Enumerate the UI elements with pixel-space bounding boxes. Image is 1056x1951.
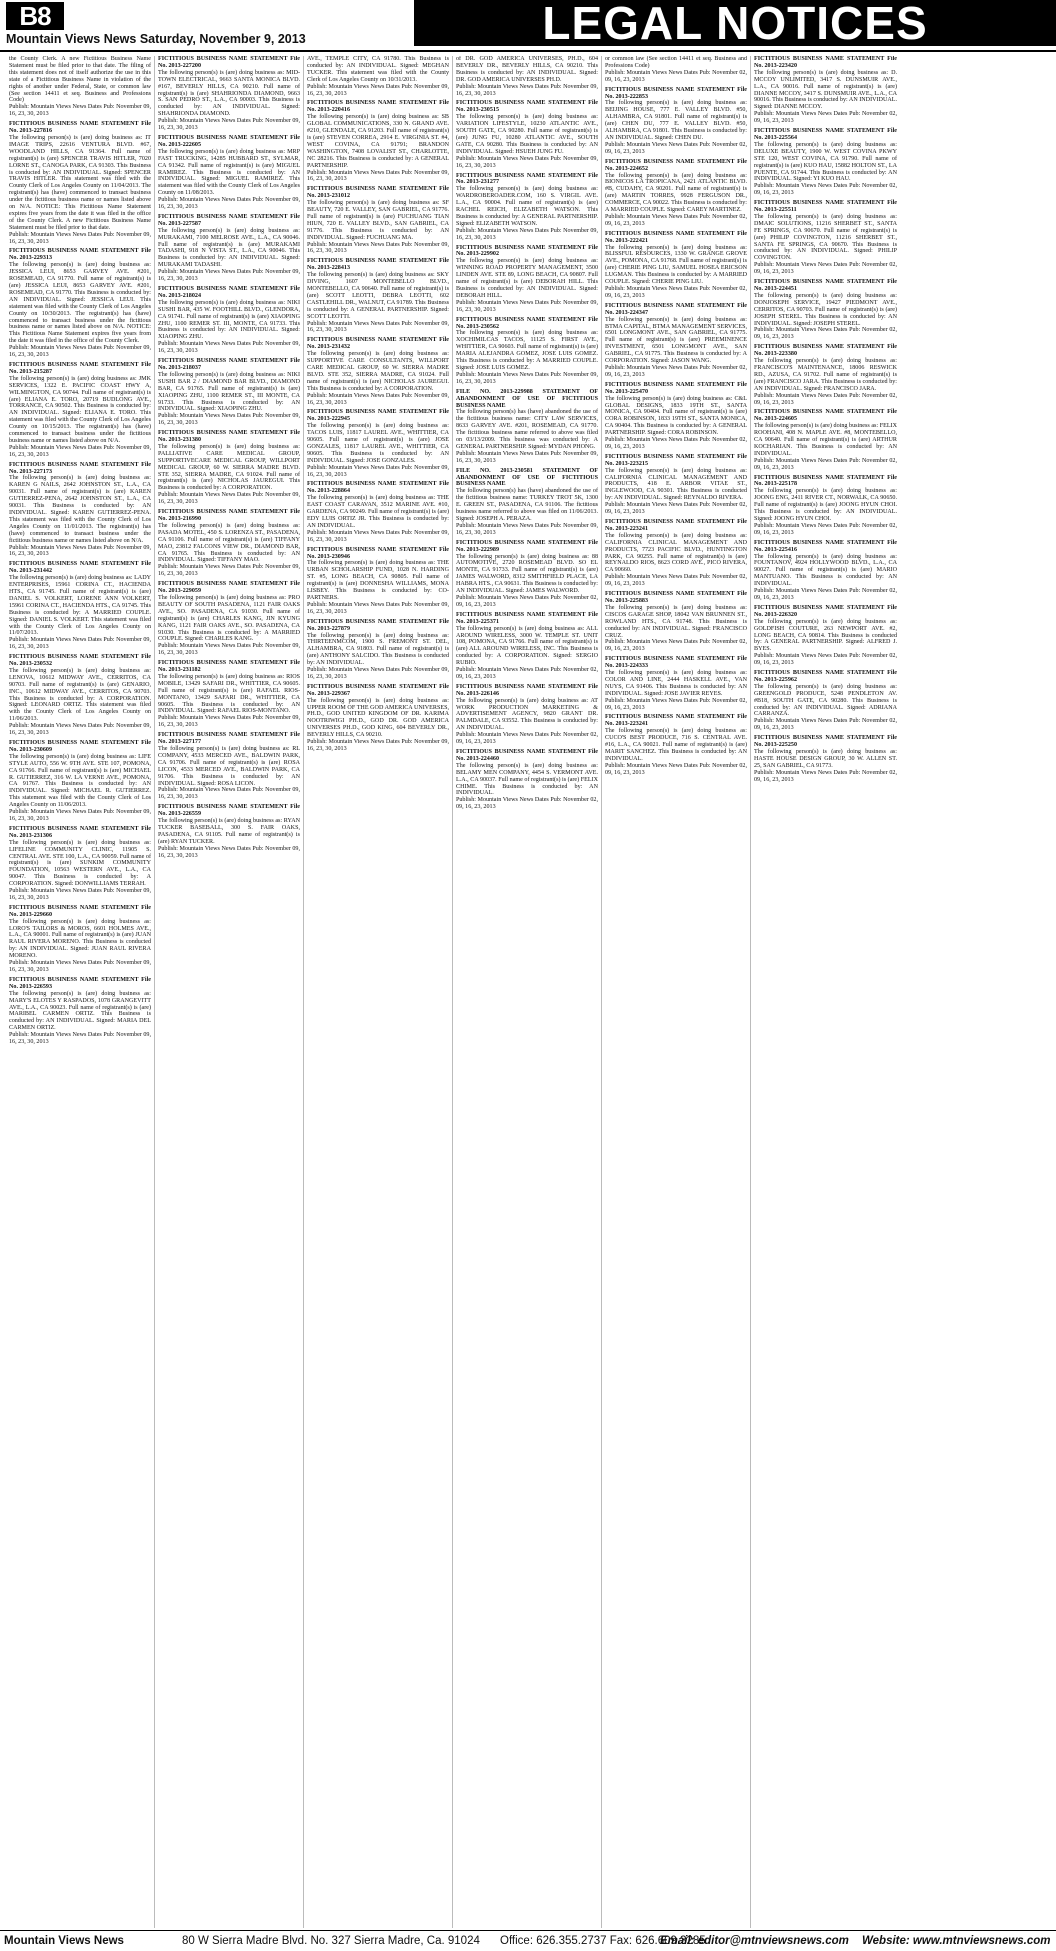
notice-publish-dates: Publish: Mountain Views News Dates Pub: November 02, 09, 16, 23, 2013 <box>754 327 897 341</box>
notice-heading: FICTITIOUS BUSINESS NAME STATEMENT File No. 2013-230532 <box>9 654 151 668</box>
notice-body: The following person(s) is (are) doing business as: MID-TOWN ELECTRICAL, 9663 SANTA MONICA BLVD. #167, BEVERLY HILLS, CA 90210. Full name of registrant(s) is (are) SHAHRIONDA DIAMOND, 9663 S. SAN PEDRO ST., L.A., CA 90003. This Business is conducted by: AN INDIVIDUAL. Signed: SHAHRIONDA DIAMOND. <box>158 69 300 118</box>
notice-heading: FICTITIOUS BUSINESS NAME STATEMENT File No. 2013-224652 <box>605 158 747 172</box>
notice-body: The following person(s) is (are) doing business as: LIFELINE COMMUNITY CLINIC, 11905 S. CENTRAL AVE. STE 100, L.A., CA 90059. Full name of registrant(s) is (are) SUNKIM COMMUNITY FOUNDATION, 10563 WESTERN AVE., L.A., CA 90047. This Business is conducted by: A CORPORATION. Signed: DONWILLIAMS TERRAH. <box>9 839 151 888</box>
notice-body: The following person(s) is (are) doing business as: JESSICA LEUI, 8653 GARVEY AVE. #201, ROSEMEAD, CA 91770. Full name of registrant(s) is (are) JESSICA LEUI, 8653 GARVEY AVE. #201, ROSEMEAD, CA 91770. This Business is conducted by: AN INDIVIDUAL. Signed: JESSICA LEUI. This statement was filed with the County Clerk of Los Angeles County on 10/30/2013. The registrant(s) has (have) commenced to transact business under the fictitious business name or names listed above on N/A. NOTICE: This Fictitious Name Statement expires five years from the date it was filed in the office of the County Clerk. <box>9 262 151 345</box>
notice-body: The following person(s) is (are) doing business as: D. MCCOY UNLIMITED, 3417 S. DUNSMUIR AVE., L.A., CA 90016. Full name of registrant(s) is (are) DIANNE MCCOY, 3417 S. DUNSMUIR AVE., L.A., CA 90016. This Business is conducted by: AN INDIVIDUAL. Signed: DIANNE MCCOY. <box>754 69 897 111</box>
notice-body: The following person(s) is (are) doing business as: MARY'S ELOTES Y RASPADOS, 1078 GRANGEVITT AVE., L.A., CA 90023. Full name of registrant(s) is (are) MARIBEL CARMEN ORTIZ. This Business is conducted by: AN INDIVIDUAL. Signed: MARIA DEL CARMEN ORTIZ. <box>9 990 151 1032</box>
notice-heading: FICTITIOUS BUSINESS NAME STATEMENT File No. 2013-226146 <box>456 683 598 697</box>
legal-notice <box>158 581 300 657</box>
notice-body: The following person(s) is (are) doing business as: AT WORK PRODUCTION MARKETING & ADVERTISEMENT AGENCY, 9820 GRANT DR. PALMDALE, CA 93552. This Business is conducted by: AN INDIVIDUAL. <box>456 697 598 732</box>
notice-publish-dates: Publish: Mountain Views News Dates Pub: November 02, 09, 16, 23, 2013 <box>605 213 747 227</box>
notice-publish-dates: Publish: Mountain Views News Dates Pub: November 02, 09, 16, 23, 2013 <box>605 502 747 516</box>
notice-heading: FICTITIOUS BUSINESS NAME STATEMENT File No. 2013-227200 <box>158 56 300 69</box>
notice-heading: FICTITIOUS BUSINESS NAME STATEMENT File No. 2013-220416 <box>307 100 449 114</box>
legal-notice <box>456 540 598 609</box>
notice-body: The following person(s) has (have) abandoned the use of the fictitious business name: TURKEY TROT 5K, 1300 E. GREEN ST., PASADENA, CA 91106. The fictitious business name referred to above was filed on 11/06/2013. Signed: JOSEPH A. PERAZA. <box>456 488 598 522</box>
notice-heading: FICTITIOUS BUSINESS NAME STATEMENT File No. 2013-226559 <box>158 804 300 818</box>
notice-body: The following person(s) is (are) doing business as: SB GLOBAL COMMUNICATIONS, 330 N. GRAND AVE. #210, GLENDALE, CA 91203. Full name of registrant(s) is (are) STEVEN CORREA, 2914 E. VIRGINIA ST. #4, WEST COVINA, CA 91791; BRANDON WASHINGTON, 7408 LOVALIST ST., CHARLOTTE, NC 28216. This Business is conducted by: A GENERAL PARTNERSHIP. <box>307 114 449 169</box>
notice-column <box>751 56 900 1928</box>
legal-notice <box>456 56 598 97</box>
notice-body: The following person(s) is (are) doing business as: CISCOS GARAGE SHOP, 18042 VAN BRUNNEN ST., ROWLAND HTS., CA 91748. This Business is conducted by: AN INDIVIDUAL. Signed: FRANCISCO CRUZ. <box>605 604 747 639</box>
notice-publish-dates: Publish: Mountain Views News Dates Pub: November 09, 16, 23, 30, 2013 <box>307 83 449 97</box>
notice-column <box>304 56 453 1928</box>
legal-notice <box>307 684 449 753</box>
notice-body: of DR. GOD AMERICA UNIVERSES, PH.D., 604 BEVERLY DR., BEVERLY HILLS, CA 90210. This Business is conducted by: AN INDIVIDUAL. Signed: DR. GOD AMERICA UNIVERSES PH.D. <box>456 56 598 83</box>
notice-heading: FICTITIOUS BUSINESS NAME STATEMENT File No. 2013-223420 <box>754 56 897 69</box>
notice-body: The following person(s) is (are) doing business as: FRANCISCO'S MAINTENANCE, 18006 RESWICK RD., AZUSA, CA 91702. Full name of registrant(s) is (are) FRANCISCO JARA. This Business is conducted by: AN INDIVIDUAL. Signed: FRANCISCO JARA. <box>754 358 897 392</box>
legal-notice <box>605 382 747 451</box>
notice-body: The following person(s) is (are) doing business as: CUCO'S BEST PRODUCE, 716 S. CENTRAL AVE. #16, L.A., CA 90021. Full name of registrant(s) is (are) MARIT SANCHEZ. This Business is conducted by: AN INDIVIDUAL. <box>605 728 747 762</box>
legal-notice <box>605 714 747 776</box>
notice-heading: FICTITIOUS BUSINESS NAME STATEMENT File No. 2013-222853 <box>605 86 747 100</box>
notice-body: The following person(s) is (are) doing business as: HASTE HOUSE DESIGN GROUP, 30 W. ALLEN ST. 25, SAN GABRIEL, CA 91773. <box>754 749 897 769</box>
notice-heading: FICTITIOUS BUSINESS NAME STATEMENT File No. 2013-225250 <box>754 735 897 749</box>
notice-publish-dates: Publish: Mountain Views News Dates Pub: November 09, 16, 23, 30, 2013 <box>307 320 449 334</box>
notice-heading: FICTITIOUS BUSINESS NAME STATEMENT File No. 2013-222945 <box>307 409 449 423</box>
notice-body: The following person(s) is (are) doing business as: WINNING ROAD PROPERTY MANAGEMENT, 3500 LINDEN AVE. STE 89, LONG BEACH, CA 90807. Full name of registrant(s) is (are) DEBORAH HILL. This Business is conducted by: AN INDIVIDUAL. Signed: DEBORAH HILL. <box>456 258 598 299</box>
notice-publish-dates: Publish: Mountain Views News Dates Pub: November 09, 16, 23, 30, 2013 <box>307 169 449 183</box>
notice-publish-dates: Publish: Mountain Views News Dates Pub: November 09, 16, 23, 30, 2013 <box>456 522 598 536</box>
legal-notice <box>307 481 449 543</box>
notice-body: The following person(s) is (are) doing business as: BLISSFUL RESOURCES, 1330 W. GRANGE GROVE AVE., POMONA, CA 91768. Full name of registrant(s) is (are) CHERIE PING LIU, SAMUEL HOSEA ERICSON LUGMAN. This Business is conducted by: A MARRIED COUPLE. Signed: CHERIE PING LIU. <box>605 244 747 286</box>
notice-heading: FICTITIOUS BUSINESS NAME STATEMENT File No. 2013-230609 <box>9 740 151 753</box>
legal-notice <box>456 245 598 314</box>
legal-notice <box>754 200 897 276</box>
notice-heading: FICTITIOUS BUSINESS NAME STATEMENT File No. 2013-229902 <box>456 244 598 258</box>
legal-notice <box>605 454 747 516</box>
notice-column <box>602 56 751 1928</box>
notice-heading: FICTITIOUS BUSINESS NAME STATEMENT File No. 2013-229059 <box>158 581 300 595</box>
legal-notice <box>605 656 747 711</box>
notice-publish-dates: Publish: Mountain Views News Dates Pub: November 02, 09, 16, 23, 2013 <box>605 437 747 450</box>
legal-notice <box>754 605 897 667</box>
footer-email[interactable]: Email: editor@mtnviewsnews.com <box>660 1935 849 1947</box>
notice-body: The following person(s) is (are) doing business as: LORO'S TAILORS & MOROS, 6601 HOLMES AVE., L.A., CA 90001. Full name of registrant(s) is (are) JUAN RAUL RIVERA MORENO. This Business is conducted by: AN INDIVIDUAL. Signed: JUAN RAUL RIVERA MORENO. <box>9 918 151 960</box>
notice-publish-dates: Publish: Mountain Views News Dates Pub: November 09, 16, 23, 30, 2013 <box>9 345 151 359</box>
notice-publish-dates: Publish: Mountain Views News Dates Pub: November 09, 16, 23, 30, 2013 <box>9 723 151 737</box>
legal-notice <box>456 317 598 386</box>
notice-body: The following person(s) is (are) doing business as: NIKI SUSHI BAR, 435 W. FOOTHILL BLVD., GLENDORA, CA 91741. Full name of registrant(s) is (are) XIAOPING ZHU, 1100 REMER ST. III, MONTE, CA 91733. This Business is conducted by: AN INDIVIDUAL. Signed: XIAOPING ZHU. <box>158 299 300 341</box>
notice-body: The following person(s) is (are) doing business as: CALIFORNIA CLINICAL MANAGEMENT AND PRODUCTS, 418 E. ARBOR VITAE ST., INGLEWOOD, CA 90301. This Business is conducted by: AN INDIVIDUAL. Signed: REYNALDO RIVERA. <box>605 467 747 502</box>
notice-publish-dates: Publish: Mountain Views News Dates Pub: November 09, 16, 23, 30, 2013 <box>307 667 449 680</box>
page-number: B8 <box>6 2 64 30</box>
notice-body: The following person(s) is (are) doing business as: LIFE STYLE AUTO, 556 W. 9TH AVE. STE 107, POMONA, CA 91766. Full name of registrant(s) is (are) MICHAEL R. GUTIERREZ, 316 W. LA VERNE AVE., POMONA, CA 91767. This Business is conducted by: AN INDIVIDUAL. Signed: MICHAEL R. GUTIERREZ. This statement was filed with the County Clerk of Los Angeles County on 11/06/2013. <box>9 753 151 809</box>
notice-publish-dates: Publish: Mountain Views News Dates Pub: November 09, 16, 23, 30, 2013 <box>456 371 598 385</box>
notice-heading: FICTITIOUS BUSINESS NAME STATEMENT File No. 2013-231306 <box>9 825 151 839</box>
legal-notice <box>158 56 300 132</box>
legal-notice <box>605 591 747 653</box>
notice-publish-dates: Publish: Mountain Views News Dates Pub: November 09, 16, 23, 30, 2013 <box>307 529 449 543</box>
notice-body: The following person(s) is (are) doing business as: 88 AUTOMOTIVE, 2720 ROSEMEAD BLVD. SO EL MONTE, CA 91733. Full name of registrant(s) is (are) JAMES WALWORD, 8312 SMITHFIELD PLACE, LA HABRA HTS., CA 90631. This Business is conducted by: AN INDIVIDUAL. Signed: JAMES WALWORD. <box>456 553 598 595</box>
notice-publish-dates: Publish: Mountain Views News Dates Pub: November 02, 09, 16, 23, 2013 <box>754 457 897 471</box>
notice-body: The following person(s) is (are) doing business as: RYAN TUCKER BASEBALL, 300 S. FAIR OAKS, PASADENA, CA 91105. Full name of registrant(s) is (are) RYAN TUCKER. <box>158 818 300 845</box>
notice-publish-dates: Publish: Mountain Views News Dates Pub: November 09, 16, 23, 30, 2013 <box>158 341 300 355</box>
notice-heading: FILE NO. 2013-230581 STATEMENT OF ABANDONMENT OF USE OF FICTITIOUS BUSINESS NAME <box>456 467 598 488</box>
notice-body: The following person(s) is (are) doing business as: THIRTEENMCOM, 1900 S. FREMONT ST. DEL, ALHAMBRA, CA 91803. Full name of registrant(s) is (are) ANTHONY SALCIDO. This Business is conducted by: AN INDIVIDUAL. <box>307 632 449 667</box>
notice-heading: FICTITIOUS BUSINESS NAME STATEMENT File No. 2013-225564 <box>754 128 897 141</box>
notice-body: or common law (See section 14411 et seq. Business and Professions Code) <box>605 56 747 69</box>
notice-publish-dates: Publish: Mountain Views News Dates Pub: November 02, 09, 16, 23, 2013 <box>605 697 747 711</box>
notice-body: The following person(s) is (are) doing business as: CALIFORNIA CLINICAL MANAGEMENT AND PRODUCTS, 7723 PACIFIC BLVD., HUNTINGTON PARK, CA 90255. Full name of registrant(s) is (are) REYNALDO RIOS, 8623 CORD AVE., PICO RIVERA, CA 90660. <box>605 532 747 574</box>
notice-columns <box>6 56 1050 1928</box>
legal-notice <box>754 735 897 783</box>
legal-notice <box>307 547 449 616</box>
notice-heading: FICTITIOUS BUSINESS NAME STATEMENT File No. 2013-225470 <box>605 381 747 395</box>
masthead <box>0 0 1056 52</box>
notice-publish-dates: Publish: Mountain Views News Dates Pub: November 09, 16, 23, 30, 2013 <box>9 960 151 973</box>
legal-notice <box>456 389 598 465</box>
notice-body: AVE., TEMPLE CITY, CA 91780. This Business is conducted by: AN INDIVIDUAL. Signed: MEGHAN TUCKER. This statement was filed with the County Clerk of Los Angeles County on 10/31/2013. <box>307 56 449 83</box>
notice-heading: FICTITIOUS BUSINESS NAME STATEMENT File No. 2013-225371 <box>456 611 598 625</box>
notice-body: The following person(s) is (are) doing business as: DELUXE BEAUTY, 1900 W. WEST COVINA PKWY STE 120, WEST COVINA, CA 91790. Full name of registrant(s) is (are) KUO HAU, 15882 HOLTON ST., LA PUENTE, CA 91744. This Business is conducted by: AN INDIVIDUAL. Signed: YI KUO HAU. <box>754 141 897 183</box>
notice-publish-dates: Publish: Mountain Views News Dates Pub: November 02, 09, 16, 23, 2013 <box>754 262 897 276</box>
notice-body: The following person(s) is (are) doing business as: TACOS LUIS, 11817 LAUREL AVE., WHITTIER, CA 90605. Full name of registrant(s) is (are) JOSE GONZALES, 11817 LAUREL AVE., WHITTIER, CA 90605. This Business is conducted by: AN INDIVIDUAL. Signed: JOSE GONZALES. <box>307 423 449 464</box>
notice-publish-dates: Publish: Mountain Views News Dates Pub: November 02, 09, 16, 23, 2013 <box>456 594 598 608</box>
notice-body: The following person(s) is (are) doing business as: BIONICOS LA TROPICANA, 2421 ATLANTIC BLVD. #B, CUDAHY, CA 90201. Full name of registrant(s) is (are) MARTIN TORRES, 9928 FERGUSON DR., COMMERCE, CA 90022. This Business is conducted by: A MARRIED COUPLE. Signed: CAREY MARTINEZ. <box>605 172 747 214</box>
legal-notice <box>456 468 598 537</box>
notice-publish-dates: Publish: Mountain Views News Dates Pub: November 02, 09, 16, 23, 2013 <box>456 732 598 746</box>
legal-notice <box>605 303 747 379</box>
legal-notice <box>754 409 897 471</box>
notice-publish-dates: Publish: Mountain Views News Dates Pub: November 09, 16, 23, 30, 2013 <box>158 564 300 578</box>
notice-publish-dates: Publish: Mountain Views News Dates Pub: November 02, 09, 16, 23, 2013 <box>605 639 747 653</box>
notice-heading: FICTITIOUS BUSINESS NAME STATEMENT File No. 2013-227816 <box>9 121 151 135</box>
notice-body: The following person(s) is (are) doing business as: MRP FAST TRUCKING, 14285 HUBBARD ST., SYLMAR, CA 91342. Full name of registrant(s) is (are) MIGUEL RAMIREZ. This Business is conducted by: AN INDIVIDUAL. Signed: MIGUEL RAMIREZ. This statement was filed with the County Clerk of Los Angeles County on 11/08/2013. <box>158 148 300 197</box>
notice-heading: FICTITIOUS BUSINESS NAME STATEMENT File No. 2013-227177 <box>158 732 300 746</box>
notice-heading: FICTITIOUS BUSINESS NAME STATEMENT File No. 2013-225883 <box>605 591 747 604</box>
notice-body: The following person(s) is (are) doing business as: UPPER ROOM OF THE GOD AMERICA UNIVERSES, PH.D., GOD UNITED KINGDOM OF DR. KARIMA NOOTRIWIGI PH.D., GOD DR. GOD AMERICA UNIVERSES PH.D., GOD KING, 604 BEVERLY DR., BEVERLY HILLS, CA 90210. <box>307 697 449 739</box>
legal-notice <box>158 430 300 506</box>
notice-heading: FICTITIOUS BUSINESS NAME STATEMENT File No. 2013-225962 <box>754 670 897 683</box>
legal-notice <box>9 977 151 1046</box>
notice-publish-dates: Publish: Mountain Views News Dates Pub: November 09, 16, 23, 30, 2013 <box>9 544 151 558</box>
legal-notice <box>605 159 747 228</box>
notice-body: The following person(s) is (are) doing business as: SUPPORTIVE CARE CONSULTANTS, WILLPORT CARE MEDICAL GROUP, 60 W. SIERRA MADRE BLVD. STE 352, SIERRA MADRE, CA 91024. Full name of registrant(s) is (are) NICHOLAS JAUREGUI. This Business is conducted by: A CORPORATION. <box>307 351 449 392</box>
legal-notice <box>307 56 449 97</box>
legal-notice <box>158 214 300 283</box>
legal-notice <box>158 358 300 427</box>
notice-publish-dates: Publish: Mountain Views News Dates Pub: November 09, 16, 23, 30, 2013 <box>9 637 151 651</box>
notice-body: The following person(s) is (are) doing business as: BTMA CAPITAL, BTMA MANAGEMENT SERVICES, 6501 LONGMONT AVE., SAN GABRIEL, CA 91775. Full name of registrant(s) is (are) PREEMINENCE INVESTMENT, 6501 LONGMONT AVE., SAN GABRIEL, CA 91775. This Business is conducted by: A CORPORATION. Signed: JASON WANG. <box>605 316 747 365</box>
notice-body: The following person(s) is (are) doing business as: RL COMPANY, 4533 MERCED AVE., BALDWIN PARK, CA 91706. Full name of registrant(s) is (are) ROSA LICON, 4533 MERCED AVE., BALDWIN PARK, CA 91706. This Business is conducted by: AN INDIVIDUAL. Signed: ROSA LICON. <box>158 746 300 787</box>
legal-notice <box>9 654 151 737</box>
legal-notice <box>754 540 897 602</box>
notice-publish-dates: Publish: Mountain Views News Dates Pub: November 02, 09, 16, 23, 2013 <box>754 588 897 601</box>
notice-heading: FICTITIOUS BUSINESS NAME STATEMENT File No. 2013-226320 <box>754 604 897 618</box>
notice-publish-dates: Publish: Mountain Views News Dates Pub: November 09, 16, 23, 30, 2013 <box>158 118 300 132</box>
notice-body: The following person(s) is (are) doing business as: BEIJING HOUSE, 777 E. VALLEY BLVD. #50, ALHAMBRA, CA 91801. Full name of registrant(s) is (are) CHEN DU, 777 E. VALLEY BLVD. #50, ALHAMBRA, CA 91801. This Business is conducted by: AN INDIVIDUAL. Signed: CHEN DU. <box>605 100 747 141</box>
notice-publish-dates: Publish: Mountain Views News Dates Pub: November 09, 16, 23, 30, 2013 <box>307 241 449 255</box>
legal-notice <box>754 344 897 406</box>
notice-body: The following person(s) is (are) doing business as: XOCHIMILCAS TACOS, 11125 S. FIRST AVE., WHITTIER, CA 90603. Full name of registrant(s) is (are) MARIA ALEJANDRA GOMEZ, JOSE LUIS GOMEZ. This Business is conducted by: A MARRIED COUPLE. Signed: JOSE LUIS GOMEZ. <box>456 330 598 371</box>
legal-notice <box>9 248 151 359</box>
notice-body: The following person(s) is (are) doing business as: DONJOSEPH SERVICE, 19427 PIEDMONT AVE., CERRITOS, CA 90703. Full name of registrant(s) is (are) JOSEPH STEREL. This Business is conducted by: AN INDIVIDUAL. Signed: JOSEPH STEREL. <box>754 292 897 327</box>
notice-publish-dates: Publish: Mountain Views News Dates Pub: November 09, 16, 23, 30, 2013 <box>456 299 598 313</box>
notice-heading: FICTITIOUS BUSINESS NAME STATEMENT File No. 2013-224605 <box>754 409 897 423</box>
footer-phone: Office: 626.355.2737 Fax: 626.609.3285 <box>500 1935 706 1947</box>
legal-notice <box>9 121 151 245</box>
legal-notice <box>158 732 300 801</box>
footer-website[interactable]: Website: www.mtnviewsnews.com <box>862 1935 1051 1947</box>
notice-heading: FICTITIOUS BUSINESS NAME STATEMENT File No. 2013-222605 <box>158 134 300 148</box>
notice-publish-dates: Publish: Mountain Views News Dates Pub: November 09, 16, 23, 30, 2013 <box>158 413 300 427</box>
notice-heading: FICTITIOUS BUSINESS NAME STATEMENT File No. 2013-231442 <box>9 561 151 575</box>
notice-publish-dates: Publish: Mountain Views News Dates Pub: November 09, 16, 23, 30, 2013 <box>158 492 300 506</box>
legal-notice <box>605 87 747 156</box>
notice-heading: FICTITIOUS BUSINESS NAME STATEMENT File No. 2013-222421 <box>605 230 747 244</box>
notice-column <box>6 56 155 1928</box>
notice-heading: FICTITIOUS BUSINESS NAME STATEMENT File No. 2013-218037 <box>158 358 300 371</box>
notice-heading: FICTITIOUS BUSINESS NAME STATEMENT File No. 2013-231182 <box>158 660 300 674</box>
notice-heading: FICTITIOUS BUSINESS NAME STATEMENT File No. 2013-230562 <box>456 316 598 330</box>
notice-body: The following person(s) is (are) doing business as: BELAMY MEN COMPANY, 4454 S. VERMONT AVE. L.A., CA 90037. Full name of registrant(s) is (are) FELIX CHIME. This Business is conducted by: AN INDIVIDUAL. <box>456 762 598 797</box>
notice-body: The following person(s) is (are) doing business as: C&L GLOBAL DESIGNS, 1833 19TH ST., SANTA MONICA, CA 90404. Full name of registrant(s) is (are) CORA ROBINSON, 1833 19TH ST., SANTA MONICA, CA 90404. This Business is conducted by: A GENERAL PARTNERSHIP. Signed: CORA ROBINSON. <box>605 395 747 437</box>
notice-body: The following person(s) is (are) doing business as: WARDROBEROADER.COM, 160 S. VIRGIL AVE. L.A., CA 90004. Full name of registrant(s) is (are) RACHEL REICH, ELIZABETH WATSON. This Business is conducted by: A GENERAL PARTNERSHIP. Signed: ELIZABETH WATSON. <box>456 186 598 227</box>
notice-column <box>453 56 602 1928</box>
notice-body: The following person(s) is (are) doing business as: MURAKAMI, 7100 MELROSE AVE., L.A., CA 90046. Full name of registrant(s) is (are) MURAKAMI TADASHI, 918 N VISTA ST., L.A., CA 90046. This Business is conducted by: AN INDIVIDUAL. Signed: MURAKAMI TADASHI. <box>158 227 300 269</box>
notice-publish-dates: Publish: Mountain Views News Dates Pub: November 09, 16, 23, 30, 2013 <box>158 715 300 729</box>
notice-heading: FICTITIOUS BUSINESS NAME STATEMENT File No. 2013-231277 <box>456 172 598 186</box>
notice-publish-dates: Publish: Mountain Views News Dates Pub: November 02, 09, 16, 23, 2013 <box>754 769 897 783</box>
notice-heading: FICTITIOUS BUSINESS NAME STATEMENT File No. 2013-218024 <box>158 286 300 299</box>
legal-notice <box>754 279 897 341</box>
legal-notice <box>754 128 897 197</box>
notice-heading: FICTITIOUS BUSINESS NAME STATEMENT File No. 2013-222989 <box>456 539 598 553</box>
notice-body: The following person(s) has (have) abandoned the use of the fictitious business name: CITY LAW SERVICES, 8633 GARVEY AVE. #201, ROSEMEAD, CA 91770. The fictitious business name referred to above was filed on 03/13/2009. This business was conducted by: A GENERAL PARTNERSHIP. Signed: MYDAN PHONG. <box>456 409 598 450</box>
notice-heading: FICTITIOUS BUSINESS NAME STATEMENT File No. 2013-231432 <box>307 337 449 351</box>
notice-publish-dates: Publish: Mountain Views News Dates Pub: November 09, 16, 23, 30, 2013 <box>9 231 151 245</box>
notice-body: The following person(s) is (are) doing business as: DMAIC SOLUTIONS, 11216 SHERBET ST., SANTA FE SPRINGS, CA 90670. Full name of registrant(s) is (are) PHILIP COVINGTON, 11216 SHERBET ST., SANTA FE SPRINGS, CA 90670. This Business is conducted by: AN INDIVIDUAL. Signed: PHILIP COVINGTON. <box>754 213 897 262</box>
notice-publish-dates: Publish: Mountain Views News Dates Pub: November 09, 16, 23, 30, 2013 <box>307 739 449 752</box>
notice-publish-dates: Publish: Mountain Views News Dates Pub: November 02, 09, 16, 23, 2013 <box>605 364 747 378</box>
notice-body: The following person(s) is (are) doing business as: SF BEAUTY, 720 E. VALLEY, SAN GABRIEL, CA 91776. Full name of registrant(s) is (are) FUCHUANG TIAN HIUN, 720 E. VALLEY BLVD., SAN GABRIEL, CA 91776. This Business is conducted by: AN INDIVIDUAL. Signed: FUCHUANG MA. <box>307 200 449 241</box>
notice-publish-dates: Publish: Mountain Views News Dates Pub: November 09, 16, 23, 30, 2013 <box>456 83 598 97</box>
notice-publish-dates: Publish: Mountain Views News Dates Pub: November 02, 09, 16, 23, 2013 <box>456 667 598 680</box>
legal-notice <box>9 905 151 974</box>
notice-publish-dates: Publish: Mountain Views News Dates Pub: November 09, 16, 23, 30, 2013 <box>158 845 300 859</box>
notice-body: The following person(s) is (are) doing business as: JOONG ENG, 2411 RIVER CT., NORWALK, CA 90650. Full name of registrant(s) is (are) JOONG HYUN CHOI. This Business is conducted by: AN INDIVIDUAL. Signed: JOONG HYUN CHOI. <box>754 488 897 522</box>
notice-publish-dates: Publish: Mountain Views News Dates Pub: November 02, 09, 16, 23, 2013 <box>754 522 897 536</box>
notice-publish-dates: Publish: Mountain Views News Dates Pub: November 09, 16, 23, 30, 2013 <box>307 464 449 478</box>
legal-notice <box>456 173 598 242</box>
notice-heading: FICTITIOUS BUSINESS NAME STATEMENT File No. 2013-228413 <box>307 258 449 272</box>
notice-body: The following person(s) is (are) doing business as: THE URBAN SCHOLARSHIP FUND, 1028 N. HARDING ST. #5, LONG BEACH, CA 90805. Full name of registrant(s) is (are) DONNESHA WILLIAMS, MONA LISBEY. This Business is conducted by: CO-PARTNERS. <box>307 560 449 601</box>
notice-body: The following person(s) is (are) doing business as: PALLIATIVE CARE MEDICAL GROUP, SUPPORTIVECARE MEDICAL GROUP, WILLPORT MEDICAL GROUP, 60 W. SIERRA MADRE BLVD. STE 352, SIERRA MADRE, CA 91024. Full name of registrant(s) is (are) NICHOLAS JAUREGUI. This Business is conducted by: A CORPORATION. <box>158 443 300 492</box>
legal-notice <box>9 561 151 651</box>
legal-notice <box>158 286 300 355</box>
notice-body: The following person(s) is (are) doing business as: IT IMAGE TRIPS, 22616 VENTURA BLVD. #67, WOODLAND HILLS, CA 91364. Full name of registrant(s) is (are) SPENCER TRAVIS HITLER, 7020 LORNE ST., CANOGA PARK, CA 91303. This Business is conducted by: AN INDIVIDUAL. Signed: SPENCER TRAVIS HITLER. This statement was filed with the County Clerk of Los Angeles County on 11/04/2013. The registrant(s) has (have) commenced to transact business under the fictitious business name or names listed above on N/A. NOTICE: This Fictitious Name Statement expires five years from the date it was filed in the office of the County Clerk. A new Fictitious Business Name Statement must be filed prior to that date. <box>9 134 151 231</box>
page-footer <box>0 1930 1056 1951</box>
notice-heading: FICTITIOUS BUSINESS NAME STATEMENT File No. 2013-228864 <box>307 481 449 495</box>
notice-heading: FICTITIOUS BUSINESS NAME STATEMENT File No. 2013-215287 <box>9 361 151 375</box>
legal-notice <box>307 337 449 406</box>
legal-notice <box>754 56 897 125</box>
legal-notice <box>605 231 747 300</box>
notice-body: The following person(s) is (are) doing business as: FOUNTANOV, 4924 HOLLYWOOD BLVD., L.A., CA 90027. Full name of registrant(s) is (are) MARIO MANTUANO. This Business is conducted by: AN INDIVIDUAL. <box>754 553 897 588</box>
legal-notice <box>754 475 897 537</box>
notice-body: The following person(s) is (are) doing business as: VARIATION LIFESTYLE, 10230 ATLANTIC AVE., SOUTH GATE, CA 90280. Full name of registrant(s) is (are) JUNG FU, 10280 ATLANTIC AVE., SOUTH GATE, CA 90280. This Business is conducted by: AN INDIVIDUAL. Signed: HSUEH JUNG FU. <box>456 114 598 155</box>
notice-column <box>155 56 304 1928</box>
notice-body: The following person(s) is (are) doing business as: RIOS MOBILE, 13429 SAFARI DR., WHITTIER, CA 90605. Full name of registrant(s) is (are) RAFAEL RIOS-MONTANO, 13429 SAFARI DR., WHITTIER, CA 90605. This Business is conducted by: AN INDIVIDUAL. Signed: RAFAEL RIOS-MONTANO. <box>158 673 300 715</box>
notice-publish-dates: Publish: Mountain Views News Dates Pub: November 09, 16, 23, 30, 2013 <box>158 643 300 657</box>
notice-heading: FICTITIOUS BUSINESS NAME STATEMENT File No. 2013-225178 <box>754 474 897 488</box>
notice-heading: FICTITIOUS BUSINESS NAME STATEMENT File No. 2013-225416 <box>754 539 897 553</box>
legal-notice <box>456 684 598 746</box>
notice-body: The following person(s) is (are) doing business as: NIKI SUSHI BAR 2 / DIAMOND BAR BLVD., DIAMOND BAR, CA 91765. Full name of registrant(s) is (are) XIAOPING ZHU, 1100 REMER ST., III MONTE, CA 91733. This Business is conducted by: AN INDIVIDUAL. Signed: XIAOPING ZHU. <box>158 371 300 413</box>
notice-publish-dates: Publish: Mountain Views News Dates Pub: November 09, 16, 23, 30, 2013 <box>158 197 300 211</box>
notice-body: The following person(s) is (are) doing business as: LENOVA, 10612 MIDWAY AVE., CERRITOS, CA 90703. Full name of registrant(s) is (are) GENARIO, INC., 10612 MIDWAY AVE., CERRITOS, CA 90703. This Business is conducted by: A CORPORATION. Signed: LEONARD ORTIZ. This statement was filed with the County Clerk of Los Angeles County on 11/06/2013. <box>9 667 151 723</box>
legal-notice <box>307 409 449 478</box>
notice-heading: FICTITIOUS BUSINESS NAME STATEMENT File No. 2013-216990 <box>158 509 300 522</box>
notice-body: The following person(s) is (are) doing business as: KAREN G NAILS, 2642 JOHNSTON ST., L.A., CA 90031. Full name of registrant(s) is (are) KAREN GUTIERREZ-PENA, 2642 JOHNSTON ST., L.A., CA 90031. This Business is conducted by: AN INDIVIDUAL. Signed: KAREN GUTIERREZ-PENA. This statement was filed with the County Clerk of Los Angeles County on 11/01/2013. The registrant(s) has (have) commenced to transact business under the fictitious business name or names listed above on N/A. <box>9 475 151 544</box>
legal-notice <box>754 670 897 732</box>
notice-body: The following person(s) is (are) doing business as: GREENGOLD PRODUCE, 5248 PENDLETON AV. #B18, SOUTH GATE, CA 90280. This Business is conducted by: AN INDIVIDUAL. Signed: ADRIANA CARRANZA. <box>754 683 897 718</box>
notice-heading: FICTITIOUS BUSINESS NAME STATEMENT File No. 2013-224333 <box>605 656 747 670</box>
notice-heading: FICTITIOUS BUSINESS NAME STATEMENT File No. 2013-229367 <box>307 683 449 697</box>
notice-publish-dates: Publish: Mountain Views News Dates Pub: November 09, 16, 23, 30, 2013 <box>9 888 151 901</box>
footer-publication: Mountain Views News <box>4 1935 124 1947</box>
notice-body: The following person(s) is (are) doing business as: PRO BEAUTY OF SOUTH PASADENA, 1121 FAIR OAKS AVE., SO. PASADENA, CA 91030. Full name of registrant(s) is (are) CHARLES KANG, JIN KYUNG KANG, 1121 FAIR OAKS AVE., SO. PASADENA, CA 91030. This Business is conducted by: A MARRIED COUPLE. Signed: CHARLES KANG. <box>158 594 300 643</box>
legal-notice <box>605 519 747 588</box>
notice-body: The following person(s) is (are) doing business as: THE EAST COAST CARAVAN, 3512 MARINE AVE. #10, GARDENA, CA 90249. Full name of registrant(s) is (are) EDY LUIS ORTIZ JR. This Business is conducted by: AN INDIVIDUAL. <box>307 495 449 529</box>
notice-publish-dates: Publish: Mountain Views News Dates Pub: November 02, 09, 16, 23, 2013 <box>754 392 897 406</box>
publication-line: Mountain Views News Saturday, November 9, 2013 <box>6 32 306 46</box>
notice-heading: FICTITIOUS BUSINESS NAME STATEMENT File No. 2013-229660 <box>9 904 151 918</box>
notice-publish-dates: Publish: Mountain Views News Dates Pub: November 02, 09, 16, 23, 2013 <box>605 762 747 776</box>
notice-body: The following person(s) is (are) doing business as: SKY DIVING, 1607 MONTEBELLO BLVD., MONTEBELLO, CA 90640. Full name of registrant(s) is (are) SCOTT LEOTTI, DEBRA LEOTTI, 602 CASTLEHILL DR., WALNUT, CA 91789. This Business is conducted by: A GENERAL PARTNERSHIP. Signed: SCOTT LEOTTI. <box>307 272 449 320</box>
notice-publish-dates: Publish: Mountain Views News Dates Pub: November 09, 16, 23, 30, 2013 <box>456 450 598 464</box>
legal-notice <box>307 258 449 334</box>
notice-heading: FICTITIOUS BUSINESS NAME STATEMENT File No. 2013-223241 <box>605 714 747 728</box>
notice-publish-dates: Publish: Mountain Views News Dates Pub: November 09, 16, 23, 30, 2013 <box>9 104 151 118</box>
notice-publish-dates: Publish: Mountain Views News Dates Pub: November 02, 09, 16, 23, 2013 <box>754 718 897 732</box>
notice-body: The following person(s) is (are) doing business as: GOLDFISH COUTURE, 263 NEWPORT AVE. #2, LONG BEACH, CA 90814. This Business is conducted by: A GENERAL PARTNERSHIP. Signed: ALFRED J. BYES. <box>754 618 897 653</box>
notice-body: The following person(s) is (are) doing business as: ALL AROUND WIRELESS, 3000 W. TEMPLE ST. UNIT 108, POMONA, CA 91766. Full name of registrant(s) is (are) ALL AROUND WIRELESS, INC. This Business is conducted by: A CORPORATION. Signed: SERGIO RUBIO. <box>456 625 598 667</box>
legal-notice <box>9 462 151 559</box>
notice-publish-dates: Publish: Mountain Views News Dates Pub: November 09, 16, 23, 30, 2013 <box>158 269 300 283</box>
notice-publish-dates: Publish: Mountain Views News Dates Pub: November 02, 09, 16, 23, 2013 <box>754 653 897 667</box>
section-title: LEGAL NOTICES <box>414 0 1056 46</box>
legal-notice <box>9 56 151 118</box>
notice-heading: FILE NO. 2013-229988 STATEMENT OF ABANDONMENT OF USE OF FICTITIOUS BUSINESS NAME <box>456 388 598 409</box>
notice-publish-dates: Publish: Mountain Views News Dates Pub: November 02, 09, 16, 23, 2013 <box>456 797 598 811</box>
notice-heading: FICTITIOUS BUSINESS NAME STATEMENT File No. 2013-226593 <box>9 976 151 990</box>
notice-heading: FICTITIOUS BUSINESS NAME STATEMENT File No. 2013-230515 <box>456 100 598 114</box>
notice-publish-dates: Publish: Mountain Views News Dates Pub: November 02, 09, 16, 23, 2013 <box>754 183 897 197</box>
legal-notice <box>456 749 598 811</box>
notice-publish-dates: Publish: Mountain Views News Dates Pub: November 02, 09, 16, 23, 2013 <box>605 69 747 83</box>
notice-heading: FICTITIOUS BUSINESS NAME STATEMENT File No. 2013-223380 <box>754 344 897 358</box>
notice-body: The following person(s) is (are) doing business as: LADY ENTERPRISES, 15961 CORINA CT., HACIENDA HTS., CA 91745. Full name of registrant(s) is (are) DANIEL S. VOLKERT, LORENE ANN VOLKERT, 15961 CORINA CT., HACIENDA HTS., CA 91745. This Business is conducted by: A MARRIED COUPLE. Signed: DANIEL S. VOLKERT. This statement was filed with the County Clerk of Los Angeles County on 11/07/2013. <box>9 575 151 637</box>
legal-notice <box>9 362 151 459</box>
notice-publish-dates: Publish: Mountain Views News Dates Pub: November 09, 16, 23, 30, 2013 <box>456 155 598 169</box>
notice-heading: FICTITIOUS BUSINESS NAME STATEMENT File No. 2013-224347 <box>605 302 747 316</box>
notice-heading: FICTITIOUS BUSINESS NAME STATEMENT File No. 2013-231380 <box>158 430 300 444</box>
notice-heading: FICTITIOUS BUSINESS NAME STATEMENT File No. 2013-227173 <box>9 461 151 475</box>
notice-heading: FICTITIOUS BUSINESS NAME STATEMENT File No. 2013-229313 <box>9 248 151 262</box>
legal-notice <box>158 804 300 859</box>
legal-notice <box>158 135 300 211</box>
footer-address: 80 W Sierra Madre Blvd. No. 327 Sierra Madre, Ca. 91024 <box>182 1935 480 1947</box>
notice-heading: FICTITIOUS BUSINESS NAME STATEMENT File No. 2013-231012 <box>307 186 449 200</box>
legal-notice <box>456 100 598 169</box>
notice-publish-dates: Publish: Mountain Views News Dates Pub: November 09, 16, 23, 30, 2013 <box>9 444 151 458</box>
legal-notice <box>456 612 598 681</box>
legal-notice <box>605 56 747 84</box>
notice-publish-dates: Publish: Mountain Views News Dates Pub: November 09, 16, 23, 30, 2013 <box>9 809 151 822</box>
legal-notice <box>307 186 449 255</box>
notice-body: The following person(s) is (are) doing business as: COLOR AND LINE, 2444 HASKELL AVE., VAN NUYS, CA 91406. This Business is conducted by: AN INDIVIDUAL. Signed: JOSE JAVIER REYES. <box>605 670 747 697</box>
legal-notice <box>9 740 151 823</box>
notice-publish-dates: Publish: Mountain Views News Dates Pub: November 02, 09, 16, 23, 2013 <box>605 574 747 588</box>
notice-publish-dates: Publish: Mountain Views News Dates Pub: November 09, 16, 23, 30, 2013 <box>307 601 449 615</box>
notice-heading: FICTITIOUS BUSINESS NAME STATEMENT File No. 2013-227587 <box>158 213 300 227</box>
legal-notice <box>158 509 300 578</box>
notice-heading: FICTITIOUS BUSINESS NAME STATEMENT File No. 2013-223241 <box>605 519 747 532</box>
notice-body: the County Clerk. A new Fictitious Business Name Statement must be filed prior to that date. The filing of this statement does not of itself authorize the use in this state of a Fictitious Business Name in violation of the rights of another under Federal, State, or common law (See section 14411 et seq. Business and Professions Code) <box>9 56 151 104</box>
legal-notice <box>307 100 449 183</box>
notice-publish-dates: Publish: Mountain Views News Dates Pub: November 09, 16, 23, 30, 2013 <box>307 392 449 406</box>
notice-heading: FICTITIOUS BUSINESS NAME STATEMENT File No. 2013-224451 <box>754 279 897 292</box>
notice-body: The following person(s) is (are) doing business as: PASADA MOTEL, 450 S. LORENZA ST., PASADENA, CA 91106. Full name of registrant(s) is (are) TIFFANY MAO, 23812 FALCONS VIEW DR., DIAMOND BAR, CA 91765. This Business is conducted by: AN INDIVIDUAL. Signed: TIFFANY MAO. <box>158 522 300 564</box>
notice-heading: FICTITIOUS BUSINESS NAME STATEMENT File No. 2013-224460 <box>456 749 598 762</box>
notice-body: The following person(s) is (are) doing business as: JMK SERVICES, 1322 E. PACIFIC COAST HWY A, WILMINGTON, CA 90744. Full name of registrant(s) is (are) ELIANA E. TORO, 20719 BUDLONG AVE., TORRANCE, CA 90502. This Business is conducted by: AN INDIVIDUAL. Signed: ELIANA E. TORO. This statement was filed with the County Clerk of Los Angeles County on 10/15/2013. The registrant(s) has (have) commenced to transact business under the fictitious business name or names listed above on N/A. <box>9 375 151 444</box>
legal-notice <box>307 619 449 681</box>
notice-heading: FICTITIOUS BUSINESS NAME STATEMENT File No. 2013-223215 <box>605 453 747 467</box>
notice-body: The following person(s) is (are) doing business as: FELIX ROOHANI, 408 N. MAPLE AVE. #8, MONTEBELLO, CA 90640. Full name of registrant(s) is (are) ARTHUR KOCHARIAN. This Business is conducted by: AN INDIVIDUAL. <box>754 423 897 457</box>
notice-heading: FICTITIOUS BUSINESS NAME STATEMENT File No. 2013-225511 <box>754 200 897 214</box>
notice-publish-dates: Publish: Mountain Views News Dates Pub: November 02, 09, 16, 23, 2013 <box>605 286 747 299</box>
notice-publish-dates: Publish: Mountain Views News Dates Pub: November 02, 09, 16, 23, 2013 <box>754 111 897 125</box>
notice-publish-dates: Publish: Mountain Views News Dates Pub: November 09, 16, 23, 30, 2013 <box>158 787 300 801</box>
notice-heading: FICTITIOUS BUSINESS NAME STATEMENT File No. 2013-227879 <box>307 618 449 632</box>
notice-publish-dates: Publish: Mountain Views News Dates Pub: November 09, 16, 23, 30, 2013 <box>456 227 598 241</box>
legal-notice <box>9 826 151 902</box>
notice-publish-dates: Publish: Mountain Views News Dates Pub: November 09, 16, 23, 30, 2013 <box>9 1032 151 1046</box>
legal-notice <box>158 660 300 729</box>
notice-publish-dates: Publish: Mountain Views News Dates Pub: November 02, 09, 16, 23, 2013 <box>605 141 747 155</box>
notice-heading: FICTITIOUS BUSINESS NAME STATEMENT File No. 2013-230946 <box>307 546 449 560</box>
